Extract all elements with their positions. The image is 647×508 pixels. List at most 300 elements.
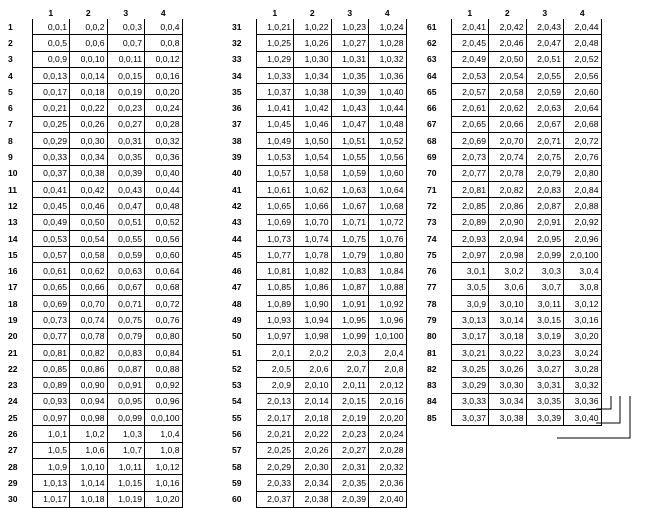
table-cell: 3,0,18 <box>489 328 527 344</box>
row-number: 7 <box>8 119 13 130</box>
row-number: 79 <box>427 314 437 325</box>
table-cell: 0,0,78 <box>70 328 108 344</box>
table-cell: 1,0,89 <box>256 296 294 312</box>
table-cell: 2,0,31 <box>331 459 369 475</box>
table-cell: 1,0,18 <box>70 491 108 507</box>
table-cell: 0,0,14 <box>70 67 108 83</box>
table-cell: 2,0,90 <box>489 214 527 230</box>
table-cell: 2,0,37 <box>256 491 294 507</box>
table-cell: 2,0,50 <box>489 51 527 67</box>
table-cell: 2,0,94 <box>489 230 527 246</box>
row-number: 43 <box>232 217 242 228</box>
table-cell: 1,0,82 <box>294 263 332 279</box>
table-cell: 2,0,77 <box>451 165 489 181</box>
row-number: 1 <box>8 21 13 32</box>
row-number: 51 <box>232 347 242 358</box>
row-number: 41 <box>232 184 242 195</box>
table-cell: 1,0,87 <box>331 279 369 295</box>
table-cell: 1,0,51 <box>331 133 369 149</box>
row-number: 29 <box>8 477 18 488</box>
table-cell: 1,0,37 <box>256 84 294 100</box>
row-number: 30 <box>8 494 18 505</box>
row-number: 33 <box>232 54 242 65</box>
table-cell: 1,0,16 <box>145 475 183 491</box>
table-cell: 2,0,43 <box>526 19 564 35</box>
row-number: 58 <box>232 461 242 472</box>
table-cell: 1,0,85 <box>256 279 294 295</box>
table-cell: 2,0,75 <box>526 149 564 165</box>
table-cell: 0,0,60 <box>145 247 183 263</box>
table-cell: 1,0,27 <box>331 35 369 51</box>
table-cell: 3,0,37 <box>451 410 489 426</box>
table-cell: 1,0,67 <box>331 198 369 214</box>
column-header: 2 <box>85 8 91 18</box>
table-cell: 0,0,36 <box>145 149 183 165</box>
table-cell: 2,0,11 <box>331 377 369 393</box>
row-number: 39 <box>232 152 242 163</box>
table-cell: 2,0,49 <box>451 51 489 67</box>
table-cell: 2,0,52 <box>564 51 602 67</box>
row-number: 64 <box>427 70 437 81</box>
row-number: 69 <box>427 152 437 163</box>
table-cell: 1,0,83 <box>331 263 369 279</box>
table-cell: 0,0,55 <box>107 230 145 246</box>
row-number: 71 <box>427 184 437 195</box>
table-cell: 1,0,91 <box>331 296 369 312</box>
table-cell: 1,0,15 <box>107 475 145 491</box>
table-cell: 3,0,40 <box>564 410 602 426</box>
table-cell: 1,0,40 <box>369 84 407 100</box>
table-cell: 2,0,5 <box>256 361 294 377</box>
column-header: 4 <box>579 8 585 18</box>
table-cell: 2,0,68 <box>564 116 602 132</box>
table-cell: 0,0,70 <box>70 296 108 312</box>
table-cell: 2,0,59 <box>526 84 564 100</box>
row-number: 20 <box>8 331 18 342</box>
table-cell: 2,0,27 <box>331 442 369 458</box>
table-cell: 2,0,51 <box>526 51 564 67</box>
table-cell: 1,0,53 <box>256 149 294 165</box>
table-cell: 2,0,71 <box>526 133 564 149</box>
table-cell: 1,0,84 <box>369 263 407 279</box>
row-number: 82 <box>427 363 437 374</box>
table-cell: 1,0,75 <box>331 230 369 246</box>
row-number: 48 <box>232 298 242 309</box>
table-cell: 3,0,16 <box>564 312 602 328</box>
table-cell: 3,0,25 <box>451 361 489 377</box>
table-cell: 1,0,60 <box>369 165 407 181</box>
row-number: 4 <box>8 70 13 81</box>
table-cell: 0,0,58 <box>70 247 108 263</box>
table-cell: 1,0,19 <box>107 491 145 507</box>
table-cell: 0,0,56 <box>145 230 183 246</box>
row-number: 50 <box>232 331 242 342</box>
table-cell: 1,0,13 <box>32 475 70 491</box>
row-number: 6 <box>8 103 13 114</box>
row-number: 78 <box>427 298 437 309</box>
table-cell: 1,0,30 <box>294 51 332 67</box>
table-cell: 0,0,51 <box>107 214 145 230</box>
row-number: 22 <box>8 363 18 374</box>
table-cell: 0,0,7 <box>107 35 145 51</box>
row-number: 37 <box>232 119 242 130</box>
table-cell: 3,0,13 <box>451 312 489 328</box>
column-header: 3 <box>347 8 353 18</box>
table-cell: 2,0,98 <box>489 247 527 263</box>
table-cell: 2,0,42 <box>489 19 527 35</box>
table-cell: 2,0,78 <box>489 165 527 181</box>
table-cell: 1,0,31 <box>331 51 369 67</box>
table-cell: 2,0,26 <box>294 442 332 458</box>
table-cell: 1,0,38 <box>294 84 332 100</box>
row-number: 46 <box>232 266 242 277</box>
table-cell: 2,0,79 <box>526 165 564 181</box>
table-cell: 2,0,33 <box>256 475 294 491</box>
table-cell: 3,0,34 <box>489 393 527 409</box>
row-number: 16 <box>8 266 18 277</box>
table-cell: 1,0,35 <box>331 67 369 83</box>
table-cell: 0,0,96 <box>145 393 183 409</box>
table-cell: 1,0,42 <box>294 100 332 116</box>
row-number: 34 <box>232 70 242 81</box>
table-cell: 2,0,6 <box>294 361 332 377</box>
table-cell: 0,0,53 <box>32 230 70 246</box>
table-cell: 2,0,15 <box>331 393 369 409</box>
table-cell: 0,0,67 <box>107 279 145 295</box>
table-cell: 1,0,43 <box>331 100 369 116</box>
table-cell: 3,0,12 <box>564 296 602 312</box>
table-cell: 1,0,55 <box>331 149 369 165</box>
table-cell: 0,0,12 <box>145 51 183 67</box>
row-number: 3 <box>8 54 13 65</box>
table-cell: 3,0,17 <box>451 328 489 344</box>
table-cell: 2,0,25 <box>256 442 294 458</box>
table-cell: 3,0,39 <box>526 410 564 426</box>
table-cell: 1,0,48 <box>369 116 407 132</box>
table-cell: 2,0,30 <box>294 459 332 475</box>
table-cell: 1,0,1 <box>32 426 70 442</box>
row-number: 53 <box>232 380 242 391</box>
table-cell: 0,0,27 <box>107 116 145 132</box>
row-number: 31 <box>232 21 242 32</box>
table-cell: 1,0,86 <box>294 279 332 295</box>
table-cell: 2,0,3 <box>331 344 369 360</box>
table-cell: 2,0,7 <box>331 361 369 377</box>
table-cell: 2,0,74 <box>489 149 527 165</box>
row-number: 8 <box>8 135 13 146</box>
table-cell: 0,0,97 <box>32 410 70 426</box>
table-cell: 1,0,57 <box>256 165 294 181</box>
table-cell: 0,0,17 <box>32 84 70 100</box>
table-cell: 0,0,9 <box>32 51 70 67</box>
table-cell: 1,0,99 <box>331 328 369 344</box>
table-cell: 1,0,62 <box>294 181 332 197</box>
table-cell: 2,0,86 <box>489 198 527 214</box>
table-cell: 1,0,58 <box>294 165 332 181</box>
table-cell: 1,0,74 <box>294 230 332 246</box>
table-cell: 0,0,26 <box>70 116 108 132</box>
row-number: 23 <box>8 380 18 391</box>
table-cell: 3,0,26 <box>489 361 527 377</box>
table-cell: 2,0,29 <box>256 459 294 475</box>
table-cell: 0,0,57 <box>32 247 70 263</box>
table-cell: 2,0,96 <box>564 230 602 246</box>
table-cell: 2,0,80 <box>564 165 602 181</box>
table-cell: 2,0,46 <box>489 35 527 51</box>
row-number: 5 <box>8 86 13 97</box>
table-cell: 1,0,65 <box>256 198 294 214</box>
table-cell: 2,0,91 <box>526 214 564 230</box>
row-number: 57 <box>232 445 242 456</box>
table-cell: 2,0,44 <box>564 19 602 35</box>
table-cell: 2,0,81 <box>451 181 489 197</box>
table-cell: 1,0,6 <box>70 442 108 458</box>
table-cell: 1,0,11 <box>107 459 145 475</box>
table-cell: 0,0,50 <box>70 214 108 230</box>
row-number: 11 <box>8 184 18 195</box>
table-cell: 1,0,56 <box>369 149 407 165</box>
row-number: 62 <box>427 37 437 48</box>
table-cell: 2,0,2 <box>294 344 332 360</box>
table-cell: 0,0,49 <box>32 214 70 230</box>
table-cell: 2,0,92 <box>564 214 602 230</box>
row-number: 84 <box>427 396 437 407</box>
table-cell: 1,0,76 <box>369 230 407 246</box>
table-cell: 1,0,90 <box>294 296 332 312</box>
table-cell: 2,0,20 <box>369 410 407 426</box>
table-cell: 2,0,53 <box>451 67 489 83</box>
table-cell: 3,0,19 <box>526 328 564 344</box>
table-cell: 3,0,11 <box>526 296 564 312</box>
table-cell: 2,0,97 <box>451 247 489 263</box>
row-number: 25 <box>8 412 18 423</box>
table-cell: 2,0,54 <box>489 67 527 83</box>
table-cell: 1,0,77 <box>256 247 294 263</box>
table-cell: 1,0,20 <box>145 491 183 507</box>
table-cell: 0,0,2 <box>70 19 108 35</box>
row-number: 61 <box>427 21 437 32</box>
table-row <box>232 491 406 507</box>
table-cell: 0,0,83 <box>107 344 145 360</box>
table-cell: 2,0,66 <box>489 116 527 132</box>
table-cell: 1,0,49 <box>256 133 294 149</box>
table-cell: 0,0,52 <box>145 214 183 230</box>
table-cell: 3,0,22 <box>489 344 527 360</box>
table-cell: 0,0,24 <box>145 100 183 116</box>
table-cell: 1,0,97 <box>256 328 294 344</box>
table-cell: 0,0,62 <box>70 263 108 279</box>
table-cell: 2,0,70 <box>489 133 527 149</box>
table-cell: 0,0,23 <box>107 100 145 116</box>
table-cell: 2,0,62 <box>489 100 527 116</box>
table-cell: 1,0,92 <box>369 296 407 312</box>
row-number: 17 <box>8 282 18 293</box>
column-header: 4 <box>160 8 166 18</box>
table-cell: 0,0,35 <box>107 149 145 165</box>
table-cell: 3,0,5 <box>451 279 489 295</box>
table-cell: 1,0,64 <box>369 181 407 197</box>
table-cell: 3,0,10 <box>489 296 527 312</box>
table-cell: 1,0,3 <box>107 426 145 442</box>
table-cell: 1,0,25 <box>256 35 294 51</box>
table-cell: 1,0,9 <box>32 459 70 475</box>
table-cell: 1,0,88 <box>369 279 407 295</box>
table-cell: 2,0,1 <box>256 344 294 360</box>
table-cell: 1,0,14 <box>70 475 108 491</box>
table-cell: 0,0,5 <box>32 35 70 51</box>
table-cell: 0,0,90 <box>70 377 108 393</box>
table-cell: 0,0,18 <box>70 84 108 100</box>
table-cell: 0,0,4 <box>145 19 183 35</box>
column-header: 3 <box>123 8 129 18</box>
table-cell: 0,0,28 <box>145 116 183 132</box>
table-cell: 0,0,65 <box>32 279 70 295</box>
table-cell: 0,0,81 <box>32 344 70 360</box>
table-cell: 3,0,31 <box>526 377 564 393</box>
table-cell: 1,0,81 <box>256 263 294 279</box>
table-cell: 0,0,45 <box>32 198 70 214</box>
row-number: 76 <box>427 266 437 277</box>
table-cell: 2,0,76 <box>564 149 602 165</box>
table-cell: 0,0,87 <box>107 361 145 377</box>
table-cell: 1,0,69 <box>256 214 294 230</box>
column-header: 1 <box>48 8 54 18</box>
table-cell: 1,0,50 <box>294 133 332 149</box>
row-number: 72 <box>427 200 437 211</box>
table-cell: 0,0,40 <box>145 165 183 181</box>
row-number: 55 <box>232 412 242 423</box>
row-number: 70 <box>427 168 437 179</box>
table-cell: 0,0,94 <box>70 393 108 409</box>
table-cell: 0,0,75 <box>107 312 145 328</box>
table-cell: 2,0,83 <box>526 181 564 197</box>
table-cell: 2,0,100 <box>564 247 602 263</box>
table-cell: 0,0,76 <box>145 312 183 328</box>
table-cell: 2,0,61 <box>451 100 489 116</box>
table-cell: 2,0,56 <box>564 67 602 83</box>
row-number: 40 <box>232 168 242 179</box>
table-cell: 1,0,7 <box>107 442 145 458</box>
column-header: 2 <box>504 8 510 18</box>
row-number: 49 <box>232 314 242 325</box>
row-number: 66 <box>427 103 437 114</box>
table-cell: 0,0,8 <box>145 35 183 51</box>
row-number: 27 <box>8 445 18 456</box>
row-number: 44 <box>232 233 242 244</box>
table-cell: 2,0,16 <box>369 393 407 409</box>
table-cell: 1,0,93 <box>256 312 294 328</box>
table-cell: 0,0,69 <box>32 296 70 312</box>
row-number: 24 <box>8 396 18 407</box>
table-cell: 2,0,10 <box>294 377 332 393</box>
table-cell: 1,0,96 <box>369 312 407 328</box>
table-cell: 3,0,36 <box>564 393 602 409</box>
column-header: 1 <box>467 8 473 18</box>
row-number: 68 <box>427 135 437 146</box>
table-cell: 2,0,84 <box>564 181 602 197</box>
table-cell: 1,0,52 <box>369 133 407 149</box>
table-cell: 2,0,57 <box>451 84 489 100</box>
table-cell: 0,0,93 <box>32 393 70 409</box>
table-cell: 1,0,21 <box>256 19 294 35</box>
table-cell: 3,0,6 <box>489 279 527 295</box>
table-cell: 2,0,55 <box>526 67 564 83</box>
row-number: 21 <box>8 347 18 358</box>
table-cell: 2,0,41 <box>451 19 489 35</box>
table-cell: 0,0,20 <box>145 84 183 100</box>
table-cell: 1,0,28 <box>369 35 407 51</box>
table-cell: 1,0,73 <box>256 230 294 246</box>
row-number: 47 <box>232 282 242 293</box>
table-cell: 0,0,54 <box>70 230 108 246</box>
table-cell: 1,0,12 <box>145 459 183 475</box>
table-cell: 3,0,23 <box>526 344 564 360</box>
table-cell: 2,0,67 <box>526 116 564 132</box>
table-cell: 0,0,21 <box>32 100 70 116</box>
table-cell: 2,0,28 <box>369 442 407 458</box>
table-cell: 0,0,19 <box>107 84 145 100</box>
table-cell: 0,0,41 <box>32 181 70 197</box>
row-number: 59 <box>232 477 242 488</box>
table-row <box>8 475 182 491</box>
table-cell: 1,0,80 <box>369 247 407 263</box>
table-cell: 2,0,12 <box>369 377 407 393</box>
table-cell: 1,0,4 <box>145 426 183 442</box>
row-number: 2 <box>8 37 13 48</box>
table-cell: 3,0,33 <box>451 393 489 409</box>
table-cell: 0,0,22 <box>70 100 108 116</box>
table-cell: 0,0,74 <box>70 312 108 328</box>
table-cell: 0,0,38 <box>70 165 108 181</box>
table-cell: 2,0,82 <box>489 181 527 197</box>
table-cell: 1,0,95 <box>331 312 369 328</box>
row-number: 75 <box>427 249 437 260</box>
table-cell: 3,0,7 <box>526 279 564 295</box>
table-cell: 0,0,68 <box>145 279 183 295</box>
table-cell: 1,0,36 <box>369 67 407 83</box>
table-cell: 0,0,100 <box>145 410 183 426</box>
table-cell: 3,0,3 <box>526 263 564 279</box>
bracket-line-short <box>596 396 611 409</box>
table-cell: 3,0,24 <box>564 344 602 360</box>
table-cell: 1,0,47 <box>331 116 369 132</box>
bracket-line-long <box>557 396 630 438</box>
table-cell: 0,0,3 <box>107 19 145 35</box>
table-cell: 0,0,1 <box>32 19 70 35</box>
table-cell: 1,0,100 <box>369 328 407 344</box>
table-cell: 1,0,46 <box>294 116 332 132</box>
table-cell: 2,0,65 <box>451 116 489 132</box>
table-cell: 2,0,89 <box>451 214 489 230</box>
table-cell: 1,0,45 <box>256 116 294 132</box>
table-cell: 3,0,1 <box>451 263 489 279</box>
row-number: 42 <box>232 200 242 211</box>
table-cell: 0,0,89 <box>32 377 70 393</box>
table-cell: 0,0,84 <box>145 344 183 360</box>
table-cell: 1,0,66 <box>294 198 332 214</box>
table-cell: 0,0,44 <box>145 181 183 197</box>
table-cell: 0,0,34 <box>70 149 108 165</box>
table-cell: 1,0,72 <box>369 214 407 230</box>
table-cell: 3,0,20 <box>564 328 602 344</box>
table-cell: 2,0,32 <box>369 459 407 475</box>
table-cell: 2,0,45 <box>451 35 489 51</box>
row-number: 19 <box>8 314 18 325</box>
table-cell: 2,0,99 <box>526 247 564 263</box>
table-cell: 0,0,79 <box>107 328 145 344</box>
row-number: 85 <box>427 412 437 423</box>
table-cell: 0,0,82 <box>70 344 108 360</box>
